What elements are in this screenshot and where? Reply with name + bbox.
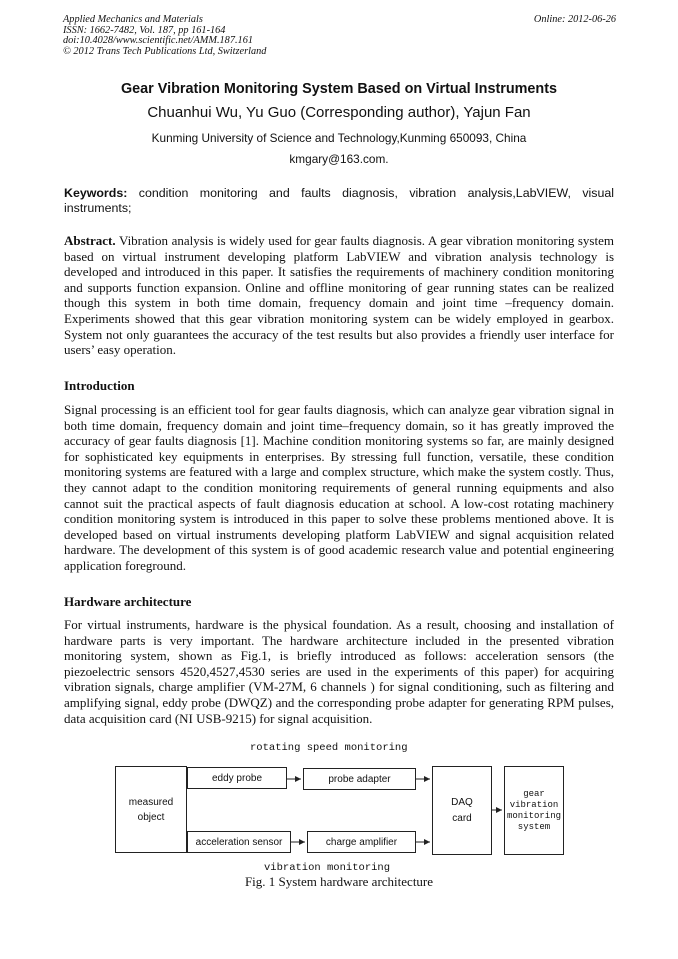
keywords-text: condition monitoring and faults diagnosis, vibration analysis,LabVIEW, visual instruments; [64, 186, 614, 215]
introduction-paragraph: Signal processing is an efficient tool for gear faults diagnosis, which can analyze gear vibration signal in both time domain, frequency domain and joint time–frequency domain, so it has greatly improved the accuracy of gear faults diagnosis [1]. Machine condition monitoring systems so far, are mainly designed for sophisticated key equipments in enterprises. By stressing full function, versatile, these condition monitoring systems are featured with a large and complex structure, which make the system costly. Thus, they cannot adapt to the condition monitoring requirements of general running equipments and also cannot suit the practical aspects of fault diagnosis education at school. A low-cost rotating machinery condition monitoring system is introduced in this paper to solve these problems mentioned above. It is developed based on virtual instruments developing platform LabVIEW and signal acquisition related hardware. The development of this system is of good academic research value and potential engineering application foreground. [64, 402, 614, 573]
figure-1-diagram [0, 735, 678, 895]
rotating-speed-label: rotating speed monitoring [250, 742, 408, 754]
copyright-line: © 2012 Trans Tech Publications Ltd, Switzerland [63, 45, 267, 57]
measured-object-label: measured object [128, 796, 174, 823]
abstract-text: Vibration analysis is widely used for gear faults diagnosis. A gear vibration monitoring system based on virtual instrument developing platform LabVIEW and vibration analysis technology is developed and introduced in this paper. It satisfies the requirements of machinery condition monitoring and supports function expansion. Online and offline monitoring of gear running states can be realized though this system in both time domain, frequency domain and joint time –frequency domain. Experiments showed that this gear vibration monitoring system can be widely employed in gearbox. System not only guarantees the accuracy of the test results but also provides a friendly user interface for users’ easy operation. [64, 233, 614, 358]
daq-card-label: DAQ card [451, 796, 473, 824]
introduction-heading: Introduction [64, 378, 135, 393]
acceleration-sensor-label: acceleration sensor [195, 836, 283, 848]
paper-title: Gear Vibration Monitoring System Based on Virtual Instruments [120, 81, 558, 97]
eddy-probe-label: eddy probe [211, 772, 263, 784]
issn-line: ISSN: 1662-7482, Vol. 187, pp 161-164 [63, 24, 226, 36]
keywords-label: Keywords: [64, 186, 128, 200]
author-list: Chuanhui Wu, Yu Guo (Corresponding author), Yajun Fan [147, 104, 531, 121]
doi-line: doi:10.4028/www.scientific.net/AMM.187.161 [63, 35, 253, 46]
keywords-paragraph [64, 186, 614, 216]
abstract-label: Abstract. [64, 233, 116, 248]
online-date: Online: 2012-06-26 [533, 14, 616, 25]
hardware-heading: Hardware architecture [64, 594, 192, 609]
hardware-paragraph: For virtual instruments, hardware is the physical foundation. As a result, choosing and installation of hardware parts is very important. The hardware architecture included in the presented vibration monitoring system, shown as Fig.1, is briefly introduced as follows: acceleration sensors (the piezoelectric sensors 4520,4527,4530 series are used in the experiments of this paper) for acquiring vibration signals, charge amplifier (VM-27M, 6 channels ) for signal conditioning, such as filtering and amplifying signal, eddy probe (DWQZ) and the corresponding probe adapter for generating RPM pulses, data acquisition card (NI USB-9215) for signal acquisition. [64, 617, 614, 726]
figure-1-caption: Fig. 1 System hardware architecture [244, 874, 434, 889]
affiliation: Kunming University of Science and Technology,Kunming 650093, China [151, 131, 527, 145]
author-email: kmgary@163.com. [289, 152, 389, 166]
journal-name: Applied Mechanics and Materials [63, 14, 203, 25]
gear-monitoring-system-label: gear vibration monitoring system [506, 788, 561, 832]
probe-adapter-label: probe adapter [328, 773, 391, 785]
charge-amplifier-label: charge amplifier [325, 836, 398, 848]
vibration-monitoring-label: vibration monitoring [264, 862, 391, 874]
abstract-paragraph [64, 233, 614, 358]
journal-header [63, 15, 266, 57]
